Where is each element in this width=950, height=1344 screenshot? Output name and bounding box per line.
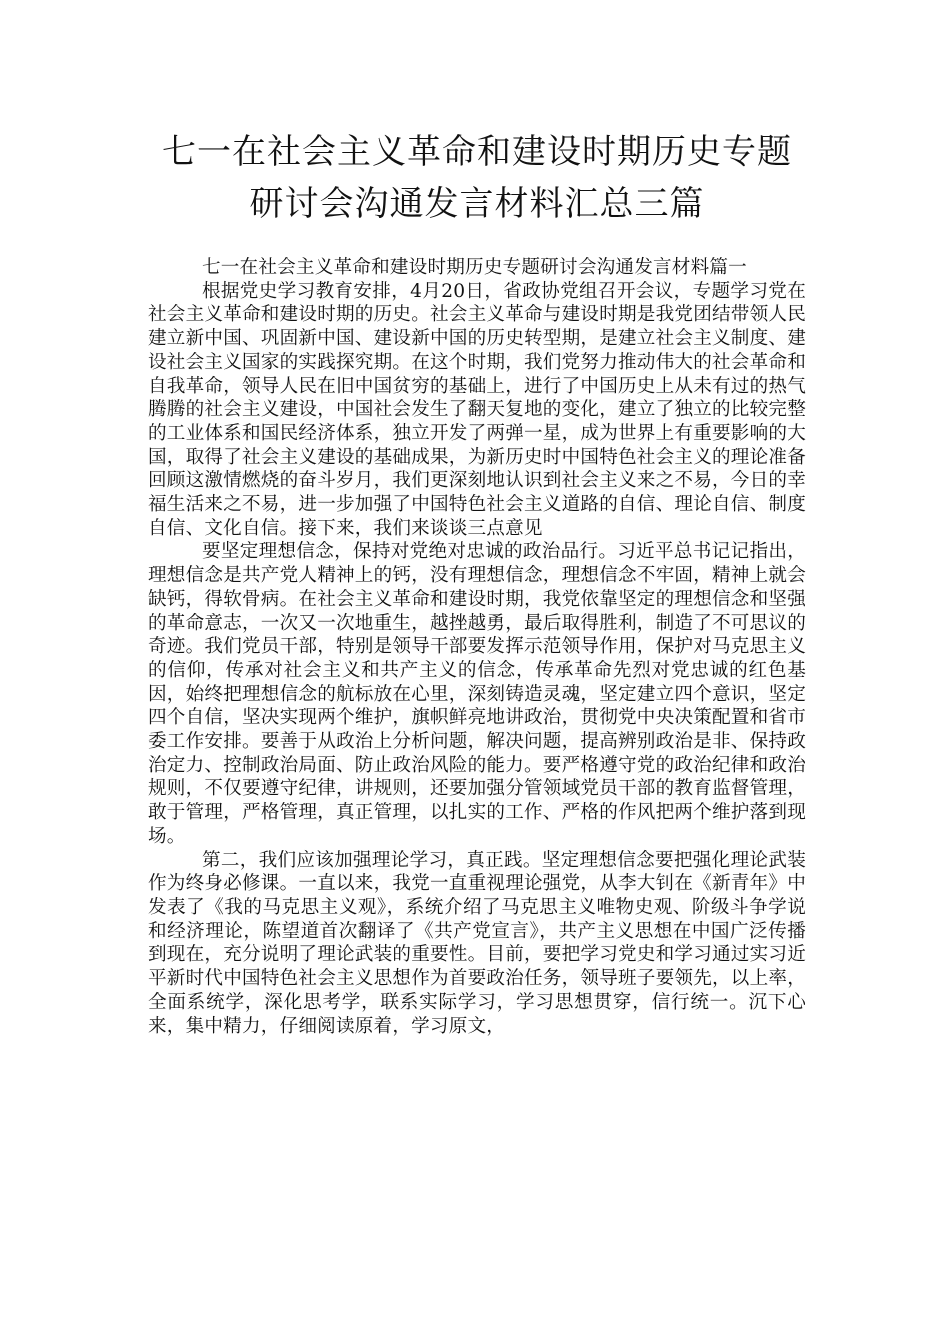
paragraph-first-point: 要坚定理想信念，保持对党绝对忠诚的政治品行。习近平总书记记指出，理想信念是共产党人精神上的钙，没有理想信念，理想信念不牢固，精神上就会缺钙，得软骨病。在社会主义革命和建设时期，我党依靠坚定的理想信念和坚强的革命意志，一次又一次地重生，越挫越勇，最后取得胜利，制造了不可思议的奇迹。我们党员干部，特别是领导干部要发挥示范领导作用，保护对马克思主义的信仰，传承对社会主义和共产主义的信念，传承革命先烈对党忠诚的红色基因，始终把理想信念的航标放在心里，深刻铸造灵魂，坚定建立四个意识，坚定四个自信，坚决实现两个维护，旗帜鲜亮地讲政治，贯彻党中央决策配置和省市委工作安排。要善于从政治上分析问题，解决问题，提高辨别政治是非、保持政治定力、控制政治局面、防止政治风险的能力。要严格遵守党的政治纪律和政治规则，不仅要遵守纪律，讲规则，还要加强分管领域党员干部的教育监督管理，敢于管理，严格管理，真正管理，以扎实的工作、严格的作风把两个维护落到现场。 [148,541,806,847]
subtitle-paragraph: 七一在社会主义革命和建设时期历史专题研讨会沟通发言材料篇一 [201,257,747,278]
paragraph-second-point: 第二，我们应该加强理论学习，真正践。坚定理想信念要把强化理论武装作为终身必修课。一直以来，我党一直重视理论强党，从李大钊在《新青年》中发表了《我的马克思主义观》，系统介绍了马克思主义唯物史观、阶级斗争学说和经济理论，陈望道首次翻译了《共产党宣言》，共产主义思想在中国广泛传播到现在，充分说明了理论武装的重要性。目前，要把学习党史和学习通过实习近平新时代中国特色社会主义思想作为首要政治任务，领导班子要领先，以上率，全面系统学，深化思考学，联系实际学习，学习思想贯穿，信行统一。沉下心来，集中精力，仔细阅读原着，学习原文， [148,849,806,1037]
title-line-1: 七一在社会主义革命和建设时期历史专题 [162,132,792,172]
title-line-2: 研讨会沟通发言材料汇总三篇 [249,184,705,224]
paragraph-intro: 根据党史学习教育安排，4月20日，省政协党组召开会议，专题学习党在社会主义革命和建设时期的历史。社会主义革命与建设时期是我党团结带领人民建立新中国、巩固新中国、建设新中国的历史转型期，是建立社会主义制度、建设社会主义国家的实践探究期。在这个时期，我们党努力推动伟大的社会革命和自我革命，领导人民在旧中国贫穷的基础上，进行了中国历史上从未有过的热气腾腾的社会主义建设，中国社会发生了翻天复地的变化，建立了独立的比较完整的工业体系和国民经济体系，独立开发了两弹一星，成为世界上有重要影响的大国，取得了社会主义建设的基础成果，为新历史时中国特色社会主义的理论准备回顾这激情燃烧的奋斗岁月，我们更深刻地认识到社会主义来之不易，今日的幸福生活来之不易，进一步加强了中国特色社会主义道路的自信、理论自信、制度自信、文化自信。接下来，我们来谈谈三点意见 [148,280,806,539]
document-page [148,126,806,1038]
document-body [148,256,806,1038]
document-title [148,126,806,230]
